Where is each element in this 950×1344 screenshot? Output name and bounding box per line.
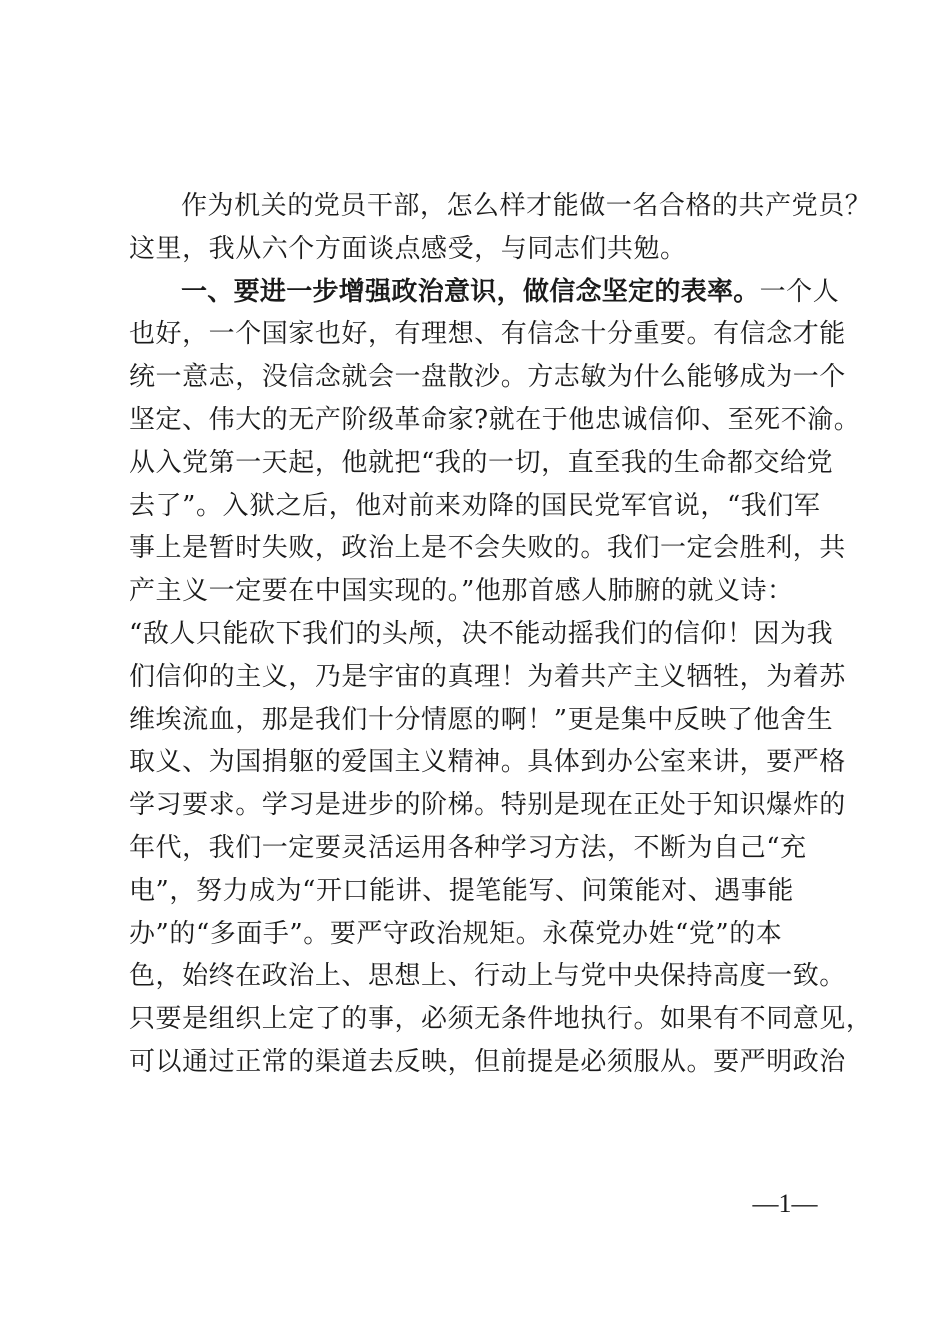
text-line: 色，始终在政治上、思想上、行动上与党中央保持高度一致。: [129, 961, 846, 992]
text-line: 年代，我们一定要灵活运用各种学习方法，不断为自己“充: [129, 832, 807, 863]
text-line: 电”，努力成为“开口能讲、提笔能写、问策能对、遇事能: [129, 875, 794, 906]
text-line: 产主义一定要在中国实现的。”他那首感人肺腑的就义诗：: [129, 576, 794, 607]
text-line: 坚定、伟大的无产阶级革命家?就在于他忠诚信仰、至死不渝。: [129, 404, 861, 435]
section-heading-line: [129, 271, 840, 314]
text-line: 事上是暂时失败，政治上是不会失败的。我们一定会胜利，共: [129, 533, 846, 564]
document-body: [129, 185, 873, 1084]
text-line: 统一意志，没信念就会一盘散沙。方志敏为什么能够成为一个: [129, 362, 846, 393]
text-line: 作为机关的党员干部，怎么样才能做一名合格的共产党员？: [181, 191, 872, 221]
text-line: 学习要求。学习是进步的阶梯。特别是现在正处于知识爆炸的: [129, 790, 846, 821]
section-heading: 一、要进一步增强政治意识，做信念坚定的表率。: [181, 276, 760, 307]
text-line: 办”的“多面手”。要严守政治规矩。永葆党办姓“党”的本: [129, 918, 783, 949]
text-run: 一个人: [759, 276, 840, 307]
text-line: 从入党第一天起，他就把“我的一切，直至我的生命都交给党: [129, 447, 834, 478]
text-line: 这里，我从六个方面谈点感受，与同志们共勉。: [129, 233, 687, 264]
text-line: 可以通过正常的渠道去反映，但前提是必须服从。要严明政治: [129, 1046, 846, 1077]
text-line: 去了”。入狱之后，他对前来劝降的国民党军官说，“我们军: [129, 490, 821, 521]
text-line: 维埃流血，那是我们十分情愿的啊！”更是集中反映了他舍生: [129, 704, 834, 735]
text-line: 们信仰的主义，乃是宇宙的真理！为着共产主义牺牲，为着苏: [129, 661, 846, 692]
text-line: 取义、为国捐躯的爱国主义精神。具体到办公室来讲，要严格: [129, 747, 846, 778]
page-number: —1—: [752, 1189, 818, 1218]
text-line: “敌人只能砍下我们的头颅，决不能动摇我们的信仰！因为我: [129, 618, 834, 649]
text-line: 只要是组织上定了的事，必须无条件地执行。如果有不同意见，: [129, 1004, 873, 1035]
text-line: 也好，一个国家也好，有理想、有信念十分重要。有信念才能: [129, 319, 846, 350]
